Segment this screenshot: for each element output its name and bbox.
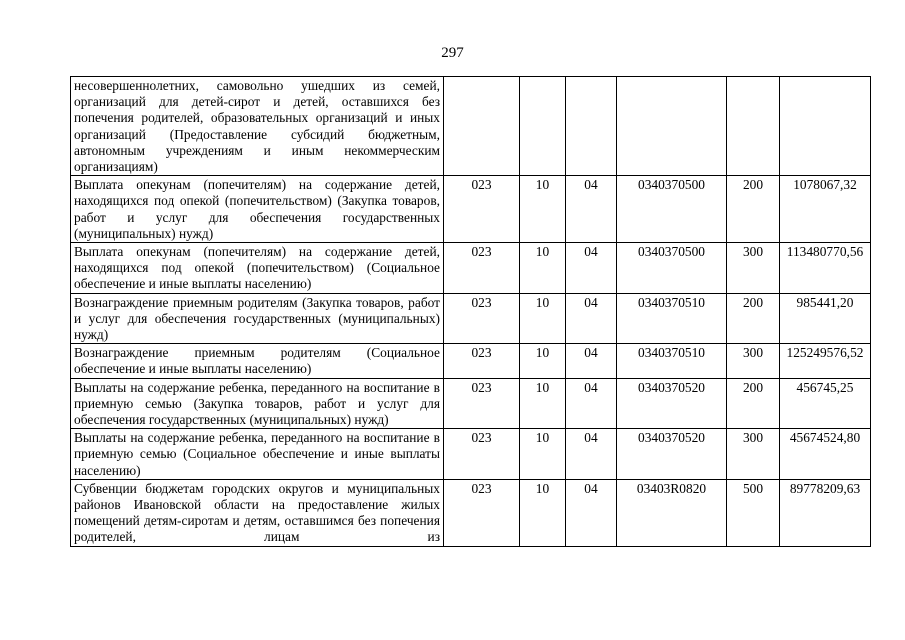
budget-table bbox=[70, 76, 871, 547]
table-row bbox=[71, 176, 871, 243]
target-article-code: 0340370510 bbox=[617, 344, 727, 378]
table-row bbox=[71, 77, 871, 176]
row-name: Субвенции бюджетам городских округов и муниципальных районов Ивановской области на предоставление жилых помещений детям-сиротам и детям, оставшимся без попечения родителей, лицам из bbox=[71, 479, 444, 546]
row-name: Выплаты на содержание ребенка, переданного на воспитание в приемную семью (Закупка товаров, работ и услуг для обеспечения государственных (муниципальных) нужд) bbox=[71, 378, 444, 429]
subsection-code: 04 bbox=[566, 293, 617, 344]
row-name: Выплата опекунам (попечителям) на содержание детей, находящихся под опекой (попечительством) (Социальное обеспечение и иные выплаты населению) bbox=[71, 243, 444, 294]
table-row bbox=[71, 293, 871, 344]
expense-type-code: 200 bbox=[727, 176, 780, 243]
ministry-code: 023 bbox=[444, 479, 520, 546]
table-row bbox=[71, 429, 871, 480]
amount-value: 985441,20 bbox=[780, 293, 871, 344]
ministry-code: 023 bbox=[444, 176, 520, 243]
subsection-code bbox=[566, 77, 617, 176]
ministry-code: 023 bbox=[444, 344, 520, 378]
target-article-code: 03403R0820 bbox=[617, 479, 727, 546]
subsection-code: 04 bbox=[566, 243, 617, 294]
section-code: 10 bbox=[520, 243, 566, 294]
table-row bbox=[71, 243, 871, 294]
target-article-code: 0340370510 bbox=[617, 293, 727, 344]
expense-type-code: 300 bbox=[727, 344, 780, 378]
target-article-code: 0340370520 bbox=[617, 378, 727, 429]
ministry-code: 023 bbox=[444, 293, 520, 344]
section-code: 10 bbox=[520, 176, 566, 243]
amount-value bbox=[780, 77, 871, 176]
amount-value: 89778209,63 bbox=[780, 479, 871, 546]
ministry-code: 023 bbox=[444, 429, 520, 480]
row-name: Выплаты на содержание ребенка, переданного на воспитание в приемную семью (Социальное обеспечение и иные выплаты населению) bbox=[71, 429, 444, 480]
subsection-code: 04 bbox=[566, 378, 617, 429]
amount-value: 125249576,52 bbox=[780, 344, 871, 378]
target-article-code: 0340370500 bbox=[617, 243, 727, 294]
expense-type-code bbox=[727, 77, 780, 176]
table-row bbox=[71, 378, 871, 429]
target-article-code: 0340370500 bbox=[617, 176, 727, 243]
section-code: 10 bbox=[520, 378, 566, 429]
amount-value: 113480770,56 bbox=[780, 243, 871, 294]
expense-type-code: 200 bbox=[727, 378, 780, 429]
table-row bbox=[71, 479, 871, 546]
amount-value: 45674524,80 bbox=[780, 429, 871, 480]
subsection-code: 04 bbox=[566, 429, 617, 480]
section-code: 10 bbox=[520, 293, 566, 344]
section-code: 10 bbox=[520, 344, 566, 378]
page-number: 297 bbox=[441, 45, 464, 61]
section-code: 10 bbox=[520, 429, 566, 480]
row-name: Вознаграждение приемным родителям (Закупка товаров, работ и услуг для обеспечения государственных (муниципальных) нужд) bbox=[71, 293, 444, 344]
subsection-code: 04 bbox=[566, 479, 617, 546]
target-article-code bbox=[617, 77, 727, 176]
amount-value: 456745,25 bbox=[780, 378, 871, 429]
expense-type-code: 500 bbox=[727, 479, 780, 546]
table-row bbox=[71, 344, 871, 378]
ministry-code: 023 bbox=[444, 378, 520, 429]
ministry-code: 023 bbox=[444, 243, 520, 294]
section-code bbox=[520, 77, 566, 176]
expense-type-code: 300 bbox=[727, 243, 780, 294]
target-article-code: 0340370520 bbox=[617, 429, 727, 480]
subsection-code: 04 bbox=[566, 344, 617, 378]
row-name: несовершеннолетних, самовольно ушедших из семей, организаций для детей-сирот и детей, оставшихся без попечения родителей, образовательных организаций и иных организаций (Предоставление субсидий бюджетным, автономным учреждениям и иным некоммерческим организациям) bbox=[71, 77, 444, 176]
amount-value: 1078067,32 bbox=[780, 176, 871, 243]
row-name: Вознаграждение приемным родителям (Социальное обеспечение и иные выплаты населению) bbox=[71, 344, 444, 378]
section-code: 10 bbox=[520, 479, 566, 546]
expense-type-code: 300 bbox=[727, 429, 780, 480]
expense-type-code: 200 bbox=[727, 293, 780, 344]
row-name: Выплата опекунам (попечителям) на содержание детей, находящихся под опекой (попечительством) (Закупка товаров, работ и услуг для обеспечения государственных (муниципальных) нужд) bbox=[71, 176, 444, 243]
ministry-code bbox=[444, 77, 520, 176]
subsection-code: 04 bbox=[566, 176, 617, 243]
